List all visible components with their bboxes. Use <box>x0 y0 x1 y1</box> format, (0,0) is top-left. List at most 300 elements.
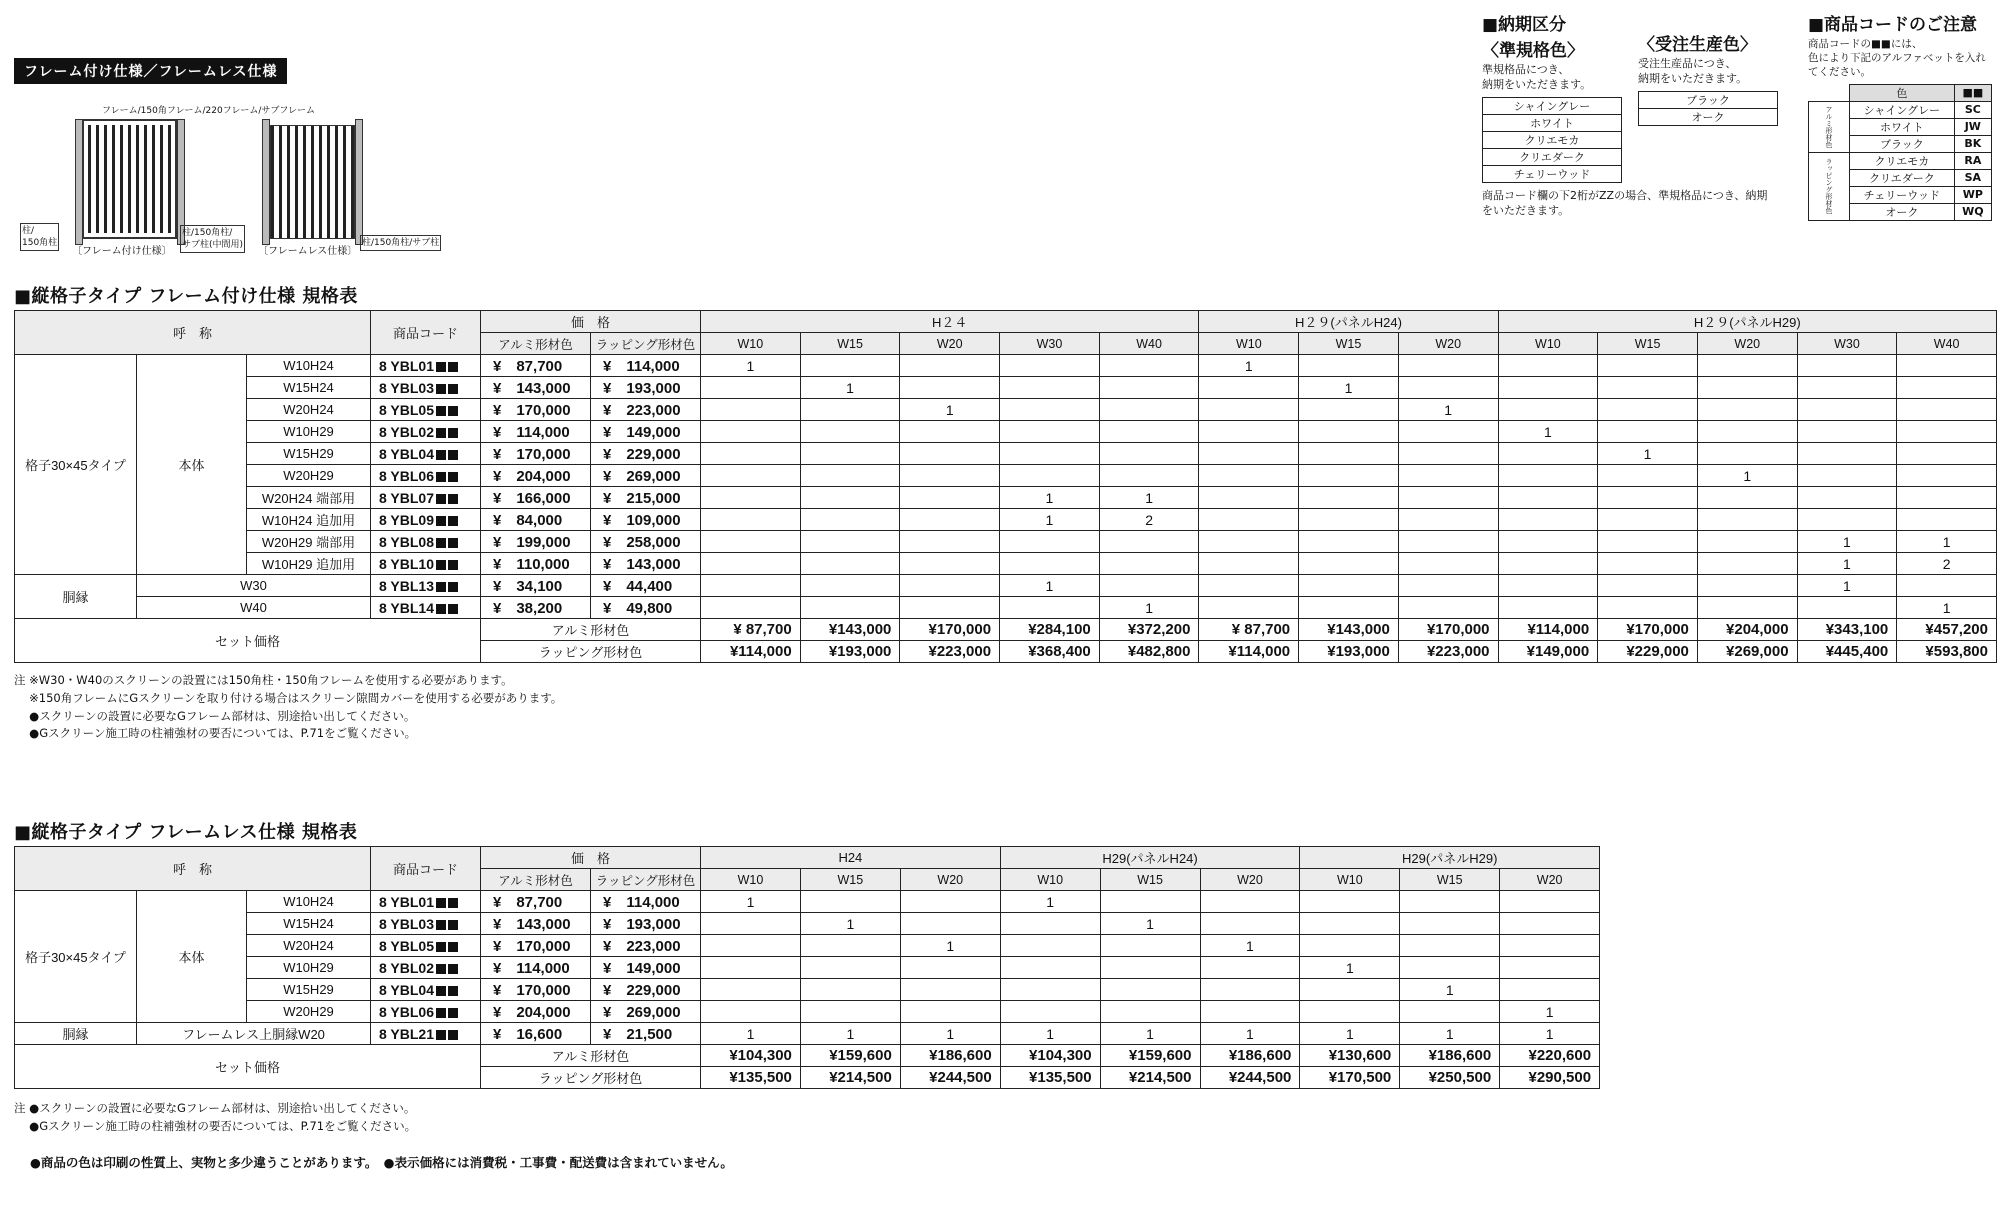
quantity <box>800 891 900 913</box>
type-label: 格子30×45タイプ <box>15 355 137 575</box>
table-row <box>15 891 1600 913</box>
quantity <box>1897 465 1997 487</box>
post-mid-label: 柱/150角柱/ サブ柱(中間用) <box>180 225 245 253</box>
header-name: 呼 称 <box>15 847 371 891</box>
quantity <box>1500 891 1600 913</box>
quantity: 1 <box>800 1023 900 1045</box>
quantity <box>800 355 900 377</box>
price-wrap: ¥ 109,000 <box>591 509 701 531</box>
set-price-wrap: ¥250,500 <box>1400 1067 1500 1089</box>
price-wrap: ¥ 21,500 <box>591 1023 701 1045</box>
quantity <box>701 1001 801 1023</box>
quantity <box>1498 377 1598 399</box>
table-row <box>15 399 1997 421</box>
header-group: H２９(パネルH29) <box>1498 311 1996 333</box>
quantity <box>800 421 900 443</box>
product-code <box>371 465 481 487</box>
color-code-placeholder <box>436 384 446 394</box>
color-code-placeholder <box>436 604 446 614</box>
header-width: W20 <box>1697 333 1797 355</box>
product-code <box>371 1001 481 1023</box>
set-price-wrap: ¥223,000 <box>1398 641 1498 663</box>
item-name: W40 <box>137 597 371 619</box>
quantity <box>1897 399 1997 421</box>
quantity <box>701 465 801 487</box>
quantity: 1 <box>1400 979 1500 1001</box>
footer-note: ●商品の色は印刷の性質上、実物と多少違うことがあります。 ●表示価格には消費税・工事費・配送費は含まれていません。 <box>30 1155 733 1170</box>
product-code-text: 8 YBL09 <box>379 511 434 528</box>
set-price-wrap: ¥114,000 <box>1199 641 1299 663</box>
product-code <box>371 891 481 913</box>
quantity <box>1299 421 1399 443</box>
price-alu: ¥ 84,000 <box>481 509 591 531</box>
note-line: ●Gスクリーン施工時の柱補強材の要否については、P.71をご覧ください。 <box>14 1118 417 1133</box>
quantity <box>1598 509 1698 531</box>
quantity <box>1398 575 1498 597</box>
top-frame-label: フレーム/150角フレーム/220フレーム/サブフレーム <box>102 106 316 116</box>
quantity <box>1299 355 1399 377</box>
code-row-code: SA <box>1954 169 1991 186</box>
set-price-wrap: ¥193,000 <box>1299 641 1399 663</box>
quantity: 1 <box>1200 935 1300 957</box>
quantity <box>1100 935 1200 957</box>
quantity <box>1398 487 1498 509</box>
note-line: 注 ※W30・W40のスクリーンの設置には150角柱・150角フレームを使用する必要があります。 <box>14 673 513 687</box>
quantity: 1 <box>1797 531 1897 553</box>
code-group-wrap: ラッピング形材色 <box>1809 152 1850 220</box>
header-width: W10 <box>1300 869 1400 891</box>
quantity <box>1099 443 1199 465</box>
quantity <box>1398 597 1498 619</box>
quantity <box>800 597 900 619</box>
set-price-alu: ¥186,600 <box>1400 1045 1500 1067</box>
price-alu: ¥ 170,000 <box>481 443 591 465</box>
price-alu: ¥ 143,000 <box>481 377 591 399</box>
product-code <box>371 377 481 399</box>
product-code-text: 8 YBL04 <box>379 981 434 998</box>
quantity <box>900 487 1000 509</box>
code-table <box>1808 84 1992 221</box>
code-row-color: シャイングレー <box>1850 101 1955 118</box>
color-code-placeholder <box>448 450 458 460</box>
quantity <box>1598 575 1698 597</box>
table2 <box>14 846 1600 1089</box>
quantity <box>1398 355 1498 377</box>
quantity <box>1598 553 1698 575</box>
quantity <box>1199 509 1299 531</box>
quantity <box>1100 957 1200 979</box>
product-code-text: 8 YBL04 <box>379 445 434 462</box>
order-section <box>1638 30 1788 126</box>
quantity <box>1398 443 1498 465</box>
quantity <box>1498 443 1598 465</box>
color-code-placeholder <box>436 406 446 416</box>
quantity <box>1697 575 1797 597</box>
code-note-section <box>1808 10 1996 221</box>
table-row <box>15 913 1600 935</box>
post-left-illustration <box>75 119 83 245</box>
set-alu-label: アルミ形材色 <box>481 619 701 641</box>
quantity <box>1398 377 1498 399</box>
header-width: W15 <box>1598 333 1698 355</box>
set-price-alu: ¥343,100 <box>1797 619 1897 641</box>
set-price-alu: ¥220,600 <box>1500 1045 1600 1067</box>
item-name: W15H24 <box>247 913 371 935</box>
quantity <box>1099 575 1199 597</box>
quantity: 1 <box>1000 1023 1100 1045</box>
item-name: W20H24 <box>247 935 371 957</box>
quantity <box>1697 399 1797 421</box>
quantity <box>900 575 1000 597</box>
order-color: ブラック <box>1639 91 1778 108</box>
order-title: 〈受注生産色〉 <box>1638 35 1757 55</box>
quantity <box>1300 913 1400 935</box>
note-line: ●Gスクリーン施工時の柱補強材の要否については、P.71をご覧ください。 <box>14 726 417 741</box>
header-group: H２４ <box>701 311 1199 333</box>
price-alu: ¥ 114,000 <box>481 957 591 979</box>
std-color: シャイングレー <box>1483 97 1622 114</box>
quantity: 1 <box>1797 575 1897 597</box>
price-alu: ¥ 204,000 <box>481 465 591 487</box>
quantity <box>1199 553 1299 575</box>
header-group: H29(パネルH24) <box>1000 847 1300 869</box>
item-name: W15H29 <box>247 443 371 465</box>
quantity <box>900 443 1000 465</box>
quantity <box>1199 399 1299 421</box>
product-code-text: 8 YBL05 <box>379 401 434 418</box>
product-code <box>371 487 481 509</box>
quantity <box>1697 487 1797 509</box>
quantity <box>1797 355 1897 377</box>
body-label: 本体 <box>137 891 247 1023</box>
price-alu: ¥ 87,700 <box>481 891 591 913</box>
quantity <box>1697 377 1797 399</box>
quantity <box>900 509 1000 531</box>
quantity <box>1797 509 1897 531</box>
quantity <box>1200 1001 1300 1023</box>
product-code <box>371 957 481 979</box>
quantity <box>1897 509 1997 531</box>
table1-notes <box>14 672 562 743</box>
quantity: 1 <box>1100 1023 1200 1045</box>
set-alu-label: アルミ形材色 <box>481 1045 701 1067</box>
quantity <box>1100 979 1200 1001</box>
set-price-alu: ¥130,600 <box>1300 1045 1400 1067</box>
set-price-wrap: ¥290,500 <box>1500 1067 1600 1089</box>
price-alu: ¥ 204,000 <box>481 1001 591 1023</box>
quantity <box>1000 957 1100 979</box>
set-price-alu: ¥159,600 <box>1100 1045 1200 1067</box>
color-code-placeholder <box>436 1030 446 1040</box>
delivery-title: ■納期区分 <box>1482 15 1567 35</box>
product-code <box>371 979 481 1001</box>
quantity <box>900 421 1000 443</box>
table1 <box>14 310 1997 663</box>
table-row <box>15 443 1997 465</box>
quantity <box>1299 465 1399 487</box>
quantity <box>900 531 1000 553</box>
quantity: 2 <box>1897 553 1997 575</box>
set-price-alu: ¥457,200 <box>1897 619 1997 641</box>
header-group: H29(パネルH29) <box>1300 847 1600 869</box>
quantity <box>1498 553 1598 575</box>
header-width: W10 <box>1199 333 1299 355</box>
set-price-wrap: ¥593,800 <box>1897 641 1997 663</box>
quantity <box>1299 487 1399 509</box>
product-code-text: 8 YBL03 <box>379 915 434 932</box>
table-row <box>15 1023 1600 1045</box>
header-code: 商品コード <box>371 847 481 891</box>
header-width: W10 <box>1000 869 1100 891</box>
quantity <box>1199 443 1299 465</box>
product-code-text: 8 YBL06 <box>379 467 434 484</box>
quantity <box>1000 355 1100 377</box>
color-code-placeholder <box>448 428 458 438</box>
quantity <box>701 487 801 509</box>
body-label: 本体 <box>137 355 247 575</box>
item-name: W10H29 <box>247 421 371 443</box>
item-name: W20H29 <box>247 465 371 487</box>
note-line: 注 ●スクリーンの設置に必要なGフレーム部材は、別途拾い出してください。 <box>14 1101 416 1115</box>
table-row <box>15 421 1997 443</box>
set-price-wrap: ¥269,000 <box>1697 641 1797 663</box>
quantity <box>1398 531 1498 553</box>
set-wrap-label: ラッピング形材色 <box>481 1067 701 1089</box>
quantity <box>1300 1001 1400 1023</box>
spec-label: フレーム付け仕様／フレームレス仕様 <box>14 58 287 84</box>
set-price-wrap: ¥149,000 <box>1498 641 1598 663</box>
note-line: ※150角フレームにGスクリーンを取り付ける場合はスクリーン隙間カバーを使用する必要があります。 <box>14 690 563 705</box>
header-width: W20 <box>1398 333 1498 355</box>
quantity <box>1000 913 1100 935</box>
product-code-text: 8 YBL14 <box>379 599 434 616</box>
color-code-placeholder <box>448 560 458 570</box>
quantity <box>800 465 900 487</box>
code-row-code: WP <box>1954 186 1991 203</box>
color-code-placeholder <box>436 538 446 548</box>
quantity <box>1000 377 1100 399</box>
table2-title: ■縦格子タイプ フレームレス仕様 規格表 <box>14 822 358 843</box>
quantity: 1 <box>1000 487 1100 509</box>
quantity <box>1797 443 1897 465</box>
quantity: 1 <box>1099 597 1199 619</box>
set-price-wrap: ¥368,400 <box>1000 641 1100 663</box>
table-row <box>15 531 1997 553</box>
code-row-color: オーク <box>1850 203 1955 220</box>
quantity <box>800 979 900 1001</box>
set-price-wrap: ¥482,800 <box>1099 641 1199 663</box>
quantity <box>701 399 801 421</box>
set-price-alu: ¥204,000 <box>1697 619 1797 641</box>
header-width: W40 <box>1099 333 1199 355</box>
set-price-alu: ¥372,200 <box>1099 619 1199 641</box>
quantity <box>1000 935 1100 957</box>
set-price-alu: ¥186,600 <box>900 1045 1000 1067</box>
price-alu: ¥ 38,200 <box>481 597 591 619</box>
product-code <box>371 443 481 465</box>
quantity <box>1797 399 1897 421</box>
header-wrap: ラッピング形材色 <box>591 869 701 891</box>
item-name: W20H29 端部用 <box>247 531 371 553</box>
std-color: ホワイト <box>1483 114 1622 131</box>
table1-title: ■縦格子タイプ フレーム付け仕様 規格表 <box>14 286 358 307</box>
quantity: 1 <box>701 355 801 377</box>
lattice-illustration <box>88 125 171 233</box>
quantity <box>1400 1001 1500 1023</box>
product-code-text: 8 YBL13 <box>379 577 434 594</box>
table-row <box>15 377 1997 399</box>
product-code <box>371 1023 481 1045</box>
quantity <box>1897 575 1997 597</box>
price-wrap: ¥ 215,000 <box>591 487 701 509</box>
quantity <box>1498 399 1598 421</box>
quantity <box>1299 531 1399 553</box>
quantity <box>800 957 900 979</box>
quantity <box>900 597 1000 619</box>
quantity <box>701 913 801 935</box>
quantity <box>1400 913 1500 935</box>
std-color: チェリーウッド <box>1483 165 1622 182</box>
quantity: 1 <box>1797 553 1897 575</box>
item-name: W20H24 端部用 <box>247 487 371 509</box>
quantity <box>1099 399 1199 421</box>
color-code-placeholder <box>448 920 458 930</box>
price-wrap: ¥ 223,000 <box>591 399 701 421</box>
quantity <box>1500 935 1600 957</box>
quantity: 1 <box>1199 355 1299 377</box>
header-price: 価 格 <box>481 847 701 869</box>
quantity <box>1099 465 1199 487</box>
set-price-wrap: ¥445,400 <box>1797 641 1897 663</box>
table-row <box>15 575 1997 597</box>
quantity: 1 <box>701 891 801 913</box>
color-code-placeholder <box>436 560 446 570</box>
product-code <box>371 935 481 957</box>
quantity: 2 <box>1099 509 1199 531</box>
product-code-text: 8 YBL02 <box>379 423 434 440</box>
post-right-label: 柱/150角柱/サブ柱 <box>360 235 441 251</box>
item-name: W10H24 <box>247 891 371 913</box>
quantity <box>1099 421 1199 443</box>
frameless-lattice-illustration <box>270 125 355 239</box>
quantity <box>900 913 1000 935</box>
quantity <box>1797 465 1897 487</box>
header-width: W20 <box>1200 869 1300 891</box>
post-frameless-left <box>262 119 270 245</box>
quantity <box>701 979 801 1001</box>
quantity <box>1697 509 1797 531</box>
quantity <box>1000 399 1100 421</box>
quantity <box>1500 913 1600 935</box>
set-price-alu: ¥114,000 <box>1498 619 1598 641</box>
item-name: W20H29 <box>247 1001 371 1023</box>
product-code <box>371 575 481 597</box>
header-wrap: ラッピング形材色 <box>591 333 701 355</box>
code-note-desc: 商品コードの■■には、 色により下記のアルファベットを入れてください。 <box>1808 38 1986 79</box>
quantity <box>1598 487 1698 509</box>
set-price-wrap: ¥244,500 <box>900 1067 1000 1089</box>
quantity <box>1299 597 1399 619</box>
table-row <box>15 957 1600 979</box>
color-code-placeholder <box>436 428 446 438</box>
item-name: W10H24 追加用 <box>247 509 371 531</box>
quantity <box>1300 979 1400 1001</box>
note-line: ●スクリーンの設置に必要なGフレーム部材は、別途拾い出してください。 <box>14 708 416 723</box>
quantity: 1 <box>800 913 900 935</box>
set-price-alu: ¥170,000 <box>1398 619 1498 641</box>
delivery-footnote: 商品コード欄の下2桁がZZの場合、準規格品につき、納期 をいただきます。 <box>1482 188 1768 217</box>
table-row <box>15 465 1997 487</box>
quantity: 1 <box>1300 957 1400 979</box>
header-code: 商品コード <box>371 311 481 355</box>
quantity: 1 <box>1897 531 1997 553</box>
set-price-alu: ¥170,000 <box>1598 619 1698 641</box>
price-wrap: ¥ 269,000 <box>591 1001 701 1023</box>
quantity <box>1897 377 1997 399</box>
code-row-code: BK <box>1954 135 1991 152</box>
set-price-wrap: ¥135,500 <box>1000 1067 1100 1089</box>
price-alu: ¥ 114,000 <box>481 421 591 443</box>
product-code-text: 8 YBL06 <box>379 1003 434 1020</box>
quantity: 1 <box>1500 1023 1600 1045</box>
product-code <box>371 399 481 421</box>
quantity <box>1199 377 1299 399</box>
quantity <box>1199 531 1299 553</box>
table-row <box>15 487 1997 509</box>
color-code-placeholder <box>436 898 446 908</box>
quantity <box>1498 531 1598 553</box>
quantity: 1 <box>900 399 1000 421</box>
header-group: H２９(パネルH24) <box>1199 311 1498 333</box>
header-name: 呼 称 <box>15 311 371 355</box>
item-name: W30 <box>137 575 371 597</box>
quantity <box>1797 487 1897 509</box>
quantity <box>1598 399 1698 421</box>
quantity: 1 <box>1099 487 1199 509</box>
quantity: 1 <box>1100 913 1200 935</box>
header-width: W10 <box>1498 333 1598 355</box>
quantity <box>701 531 801 553</box>
color-code-placeholder <box>436 472 446 482</box>
quantity <box>1797 421 1897 443</box>
color-code-placeholder <box>448 362 458 372</box>
quantity <box>701 553 801 575</box>
quantity <box>1697 531 1797 553</box>
set-price-alu: ¥143,000 <box>800 619 900 641</box>
set-price-wrap: ¥114,000 <box>701 641 801 663</box>
header-width: W15 <box>1400 869 1500 891</box>
color-code-placeholder <box>436 986 446 996</box>
quantity <box>1697 597 1797 619</box>
item-name: W10H24 <box>247 355 371 377</box>
set-price-wrap: ¥244,500 <box>1200 1067 1300 1089</box>
set-price-wrap: ¥229,000 <box>1598 641 1698 663</box>
quantity <box>1000 1001 1100 1023</box>
quantity <box>1897 487 1997 509</box>
quantity: 1 <box>1500 1001 1600 1023</box>
quantity <box>1398 553 1498 575</box>
header-width: W40 <box>1897 333 1997 355</box>
quantity: 1 <box>1897 597 1997 619</box>
quantity <box>1200 957 1300 979</box>
quantity <box>1500 979 1600 1001</box>
quantity <box>900 891 1000 913</box>
color-code-placeholder <box>448 516 458 526</box>
quantity: 1 <box>1400 1023 1500 1045</box>
price-wrap: ¥ 258,000 <box>591 531 701 553</box>
code-row-code: RA <box>1954 152 1991 169</box>
quantity <box>701 443 801 465</box>
